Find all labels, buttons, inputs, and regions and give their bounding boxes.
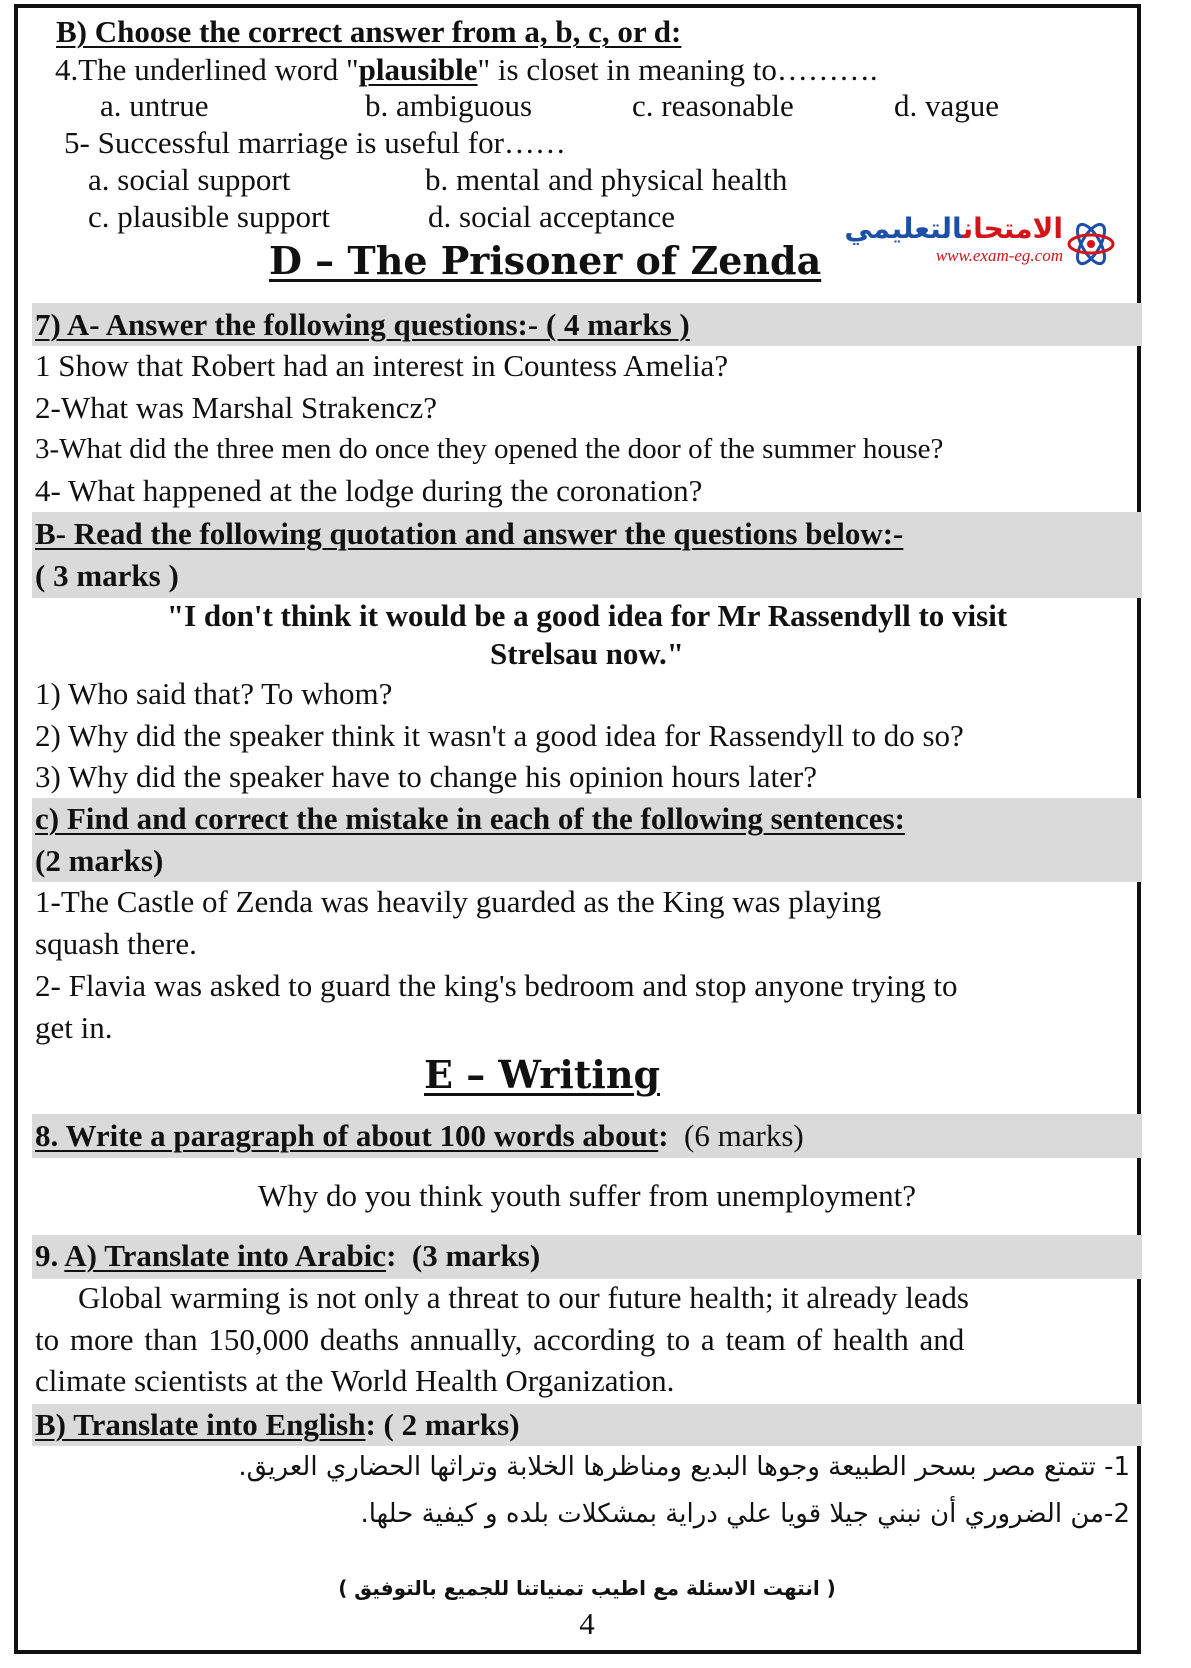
q4-underlined-word: plausible — [358, 52, 478, 87]
q7c-line-2: squash there. — [35, 926, 197, 961]
q9b-marks: : ( 2 marks) — [365, 1407, 520, 1442]
q8-topic: Why do you think youth suffer from unemployment? — [257, 1178, 917, 1213]
q9b-heading-text: B) Translate into English — [35, 1407, 366, 1442]
section-e-title: E – Writing — [424, 1052, 661, 1097]
q9a-line-2: to more than 150,000 deaths annually, according to a team of health and — [35, 1322, 965, 1357]
q9b-heading — [35, 1405, 520, 1445]
q4-option-a: a. untrue — [100, 88, 209, 123]
q4-option-c: c. reasonable — [632, 88, 794, 123]
q5-option-c: c. plausible support — [88, 199, 330, 234]
q9b-line-2: 2-من الضروري أن نبني جيلا قويا علي دراية بمشكلات بلده و كيفية حلها. — [360, 1499, 1130, 1529]
q8-heading — [35, 1116, 804, 1156]
q7b-marks: ( 3 marks ) — [35, 558, 179, 593]
q8-heading-colon: : — [658, 1118, 669, 1153]
q9a-number: 9. — [35, 1238, 65, 1273]
logo-arabic-text — [838, 212, 1063, 246]
logo-arabic-part2: التعليمي — [844, 212, 963, 245]
section-d-title: D – The Prisoner of Zenda — [269, 238, 822, 283]
q9a-heading-colon: : — [386, 1238, 397, 1273]
q4-suffix: " is closet in meaning to………. — [477, 52, 878, 87]
q5-option-d: d. social acceptance — [428, 199, 675, 234]
q7b-item-1: 1) Who said that? To whom? — [35, 676, 393, 711]
q7c-line-1: 1-The Castle of Zenda was heavily guarded as the King was playing — [35, 884, 882, 919]
q7b-quote-line-2: Strelsau now." — [489, 636, 685, 671]
q7a-heading: 7) A- Answer the following questions:- ( 4 marks ) — [35, 307, 690, 342]
q7b-quote-line-1: "I don't think it would be a good idea for Mr Rassendyll to visit — [166, 598, 1008, 633]
q8-heading-text: 8. Write a paragraph of about 100 words about — [35, 1118, 659, 1153]
q7a-item-1: 1 Show that Robert had an interest in Countess Amelia? — [35, 348, 729, 383]
q7b-item-2: 2) Why did the speaker think it wasn't a good idea for Rassendyll to do so? — [35, 718, 964, 753]
exam-eg-logo — [838, 212, 1118, 280]
q7a-item-3: 3-What did the three men do once they opened the door of the summer house? — [35, 433, 944, 465]
question-4 — [55, 50, 878, 90]
q8-marks: (6 marks) — [684, 1118, 804, 1153]
logo-arabic-part1: الامتحان — [962, 212, 1063, 245]
q9a-line-3: climate scientists at the World Health Organization. — [35, 1363, 675, 1398]
q4-option-d: d. vague — [894, 88, 1000, 123]
q9a-heading-text: A) Translate into Arabic — [64, 1238, 387, 1273]
page-number: 4 — [579, 1606, 595, 1641]
q9a-marks: (3 marks) — [411, 1238, 541, 1273]
q4-prefix: 4.The underlined word " — [55, 52, 359, 87]
question-5: 5- Successful marriage is useful for…… — [64, 125, 566, 160]
q7c-line-3: 2- Flavia was asked to guard the king's bedroom and stop anyone trying to — [35, 968, 958, 1003]
q4-option-b: b. ambiguous — [365, 88, 533, 123]
section-b-heading: B) Choose the correct answer from a, b, c, or d: — [56, 14, 682, 49]
q9a-line-1: Global warming is not only a threat to our future health; it already leads — [78, 1280, 969, 1315]
q7c-heading: c) Find and correct the mistake in each of the following sentences: — [35, 801, 905, 836]
q7c-line-4: get in. — [35, 1010, 113, 1045]
q5-option-b: b. mental and physical health — [425, 162, 788, 197]
q7a-item-4: 4- What happened at the lodge during the coronation? — [35, 473, 703, 508]
q9b-line-1: 1- تتمتع مصر بسحر الطبيعة وجوها البديع ومناظرها الخلابة وتراثها الحضاري العريق. — [238, 1452, 1130, 1482]
q7a-item-2: 2-What was Marshal Strakencz? — [35, 390, 437, 425]
logo-url: www.exam-eg.com — [935, 246, 1063, 265]
q9a-heading — [35, 1236, 540, 1276]
closing-note: ( انتهت الاسئلة مع اطيب تمنياتنا للجميع بالتوفيق ) — [338, 1576, 836, 1600]
q5-option-a: a. social support — [88, 162, 291, 197]
q7b-heading: B- Read the following quotation and answer the questions below:- — [35, 516, 904, 551]
atom-icon — [1066, 214, 1116, 274]
q7b-item-3: 3) Why did the speaker have to change his opinion hours later? — [35, 759, 817, 794]
q7c-marks: (2 marks) — [35, 843, 164, 878]
